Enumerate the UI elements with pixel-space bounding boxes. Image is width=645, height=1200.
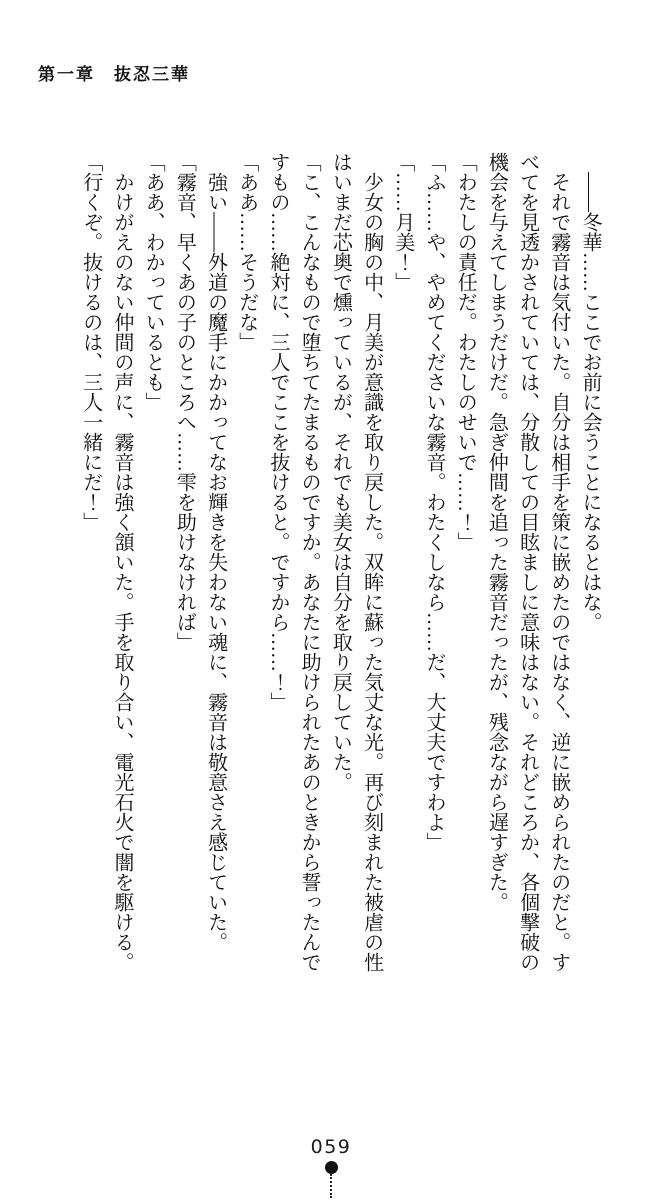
novel-paragraph: 「わたしの責任だ。わたしのせいで……！」 bbox=[454, 152, 477, 552]
novel-paragraph: 「霧音、早くあの子のところへ……雫を助けなければ」 bbox=[173, 152, 196, 652]
page-number: 059 bbox=[310, 1136, 352, 1158]
novel-text-block bbox=[69, 152, 605, 972]
novel-paragraph: ――冬華……ここでお前に会うことになるとはな。 bbox=[579, 152, 601, 632]
novel-paragraph: かけがえのない仲間の声に、霧音は強く頷いた。手を取り合い、電光石火で闇を駆ける。 bbox=[110, 152, 133, 972]
novel-paragraph: 少女の胸の中、月美が意識を取り戻した。双眸に蘇った気丈な光。再び刻まれた被虐の性はいまだ芯奥で燻っているが、それでも美女は自分を取り戻していた。 bbox=[329, 152, 383, 972]
chapter-heading: 第一章 抜忍三華 bbox=[38, 65, 190, 84]
novel-paragraph: 強い――外道の魔手にかかってなお輝きを失わない魂に、霧音は敬意さえ感じていた。 bbox=[204, 152, 227, 952]
novel-paragraph: 「ふ……や、やめてくださいな霧音。わたくしなら……だ、大丈夫ですわよ」 bbox=[422, 152, 445, 852]
novel-paragraph: 「ああ……そうだな」 bbox=[235, 152, 258, 352]
fold-mark-line bbox=[330, 1174, 332, 1198]
page-footer bbox=[291, 1136, 371, 1198]
novel-paragraph: 「こ、こんなもので堕ちてたまるものですか。あなたに助けられたあのときから誓ったんですもの……絶対に、三人でここを抜けると。ですから……！」 bbox=[266, 152, 321, 972]
fold-mark-dot-icon bbox=[325, 1161, 338, 1174]
novel-paragraph: 「行くぞ。抜けるのは、三人一緒にだ！」 bbox=[79, 152, 102, 532]
novel-paragraph: それで霧音は気付いた。自分は相手を策に嵌めたのではなく、逆に嵌められたのだと。すべてを見透かされていては、分散しての目眩ましに意味はない。それどころか、各個撃破の機会を与えてしまうだけだ。急ぎ仲間を追った霧音だったが、残念ながら遅すぎた。 bbox=[485, 152, 570, 972]
novel-paragraph: 「ああ、わかっているとも」 bbox=[142, 152, 165, 412]
novel-paragraph: 「……月美！」 bbox=[391, 152, 414, 292]
